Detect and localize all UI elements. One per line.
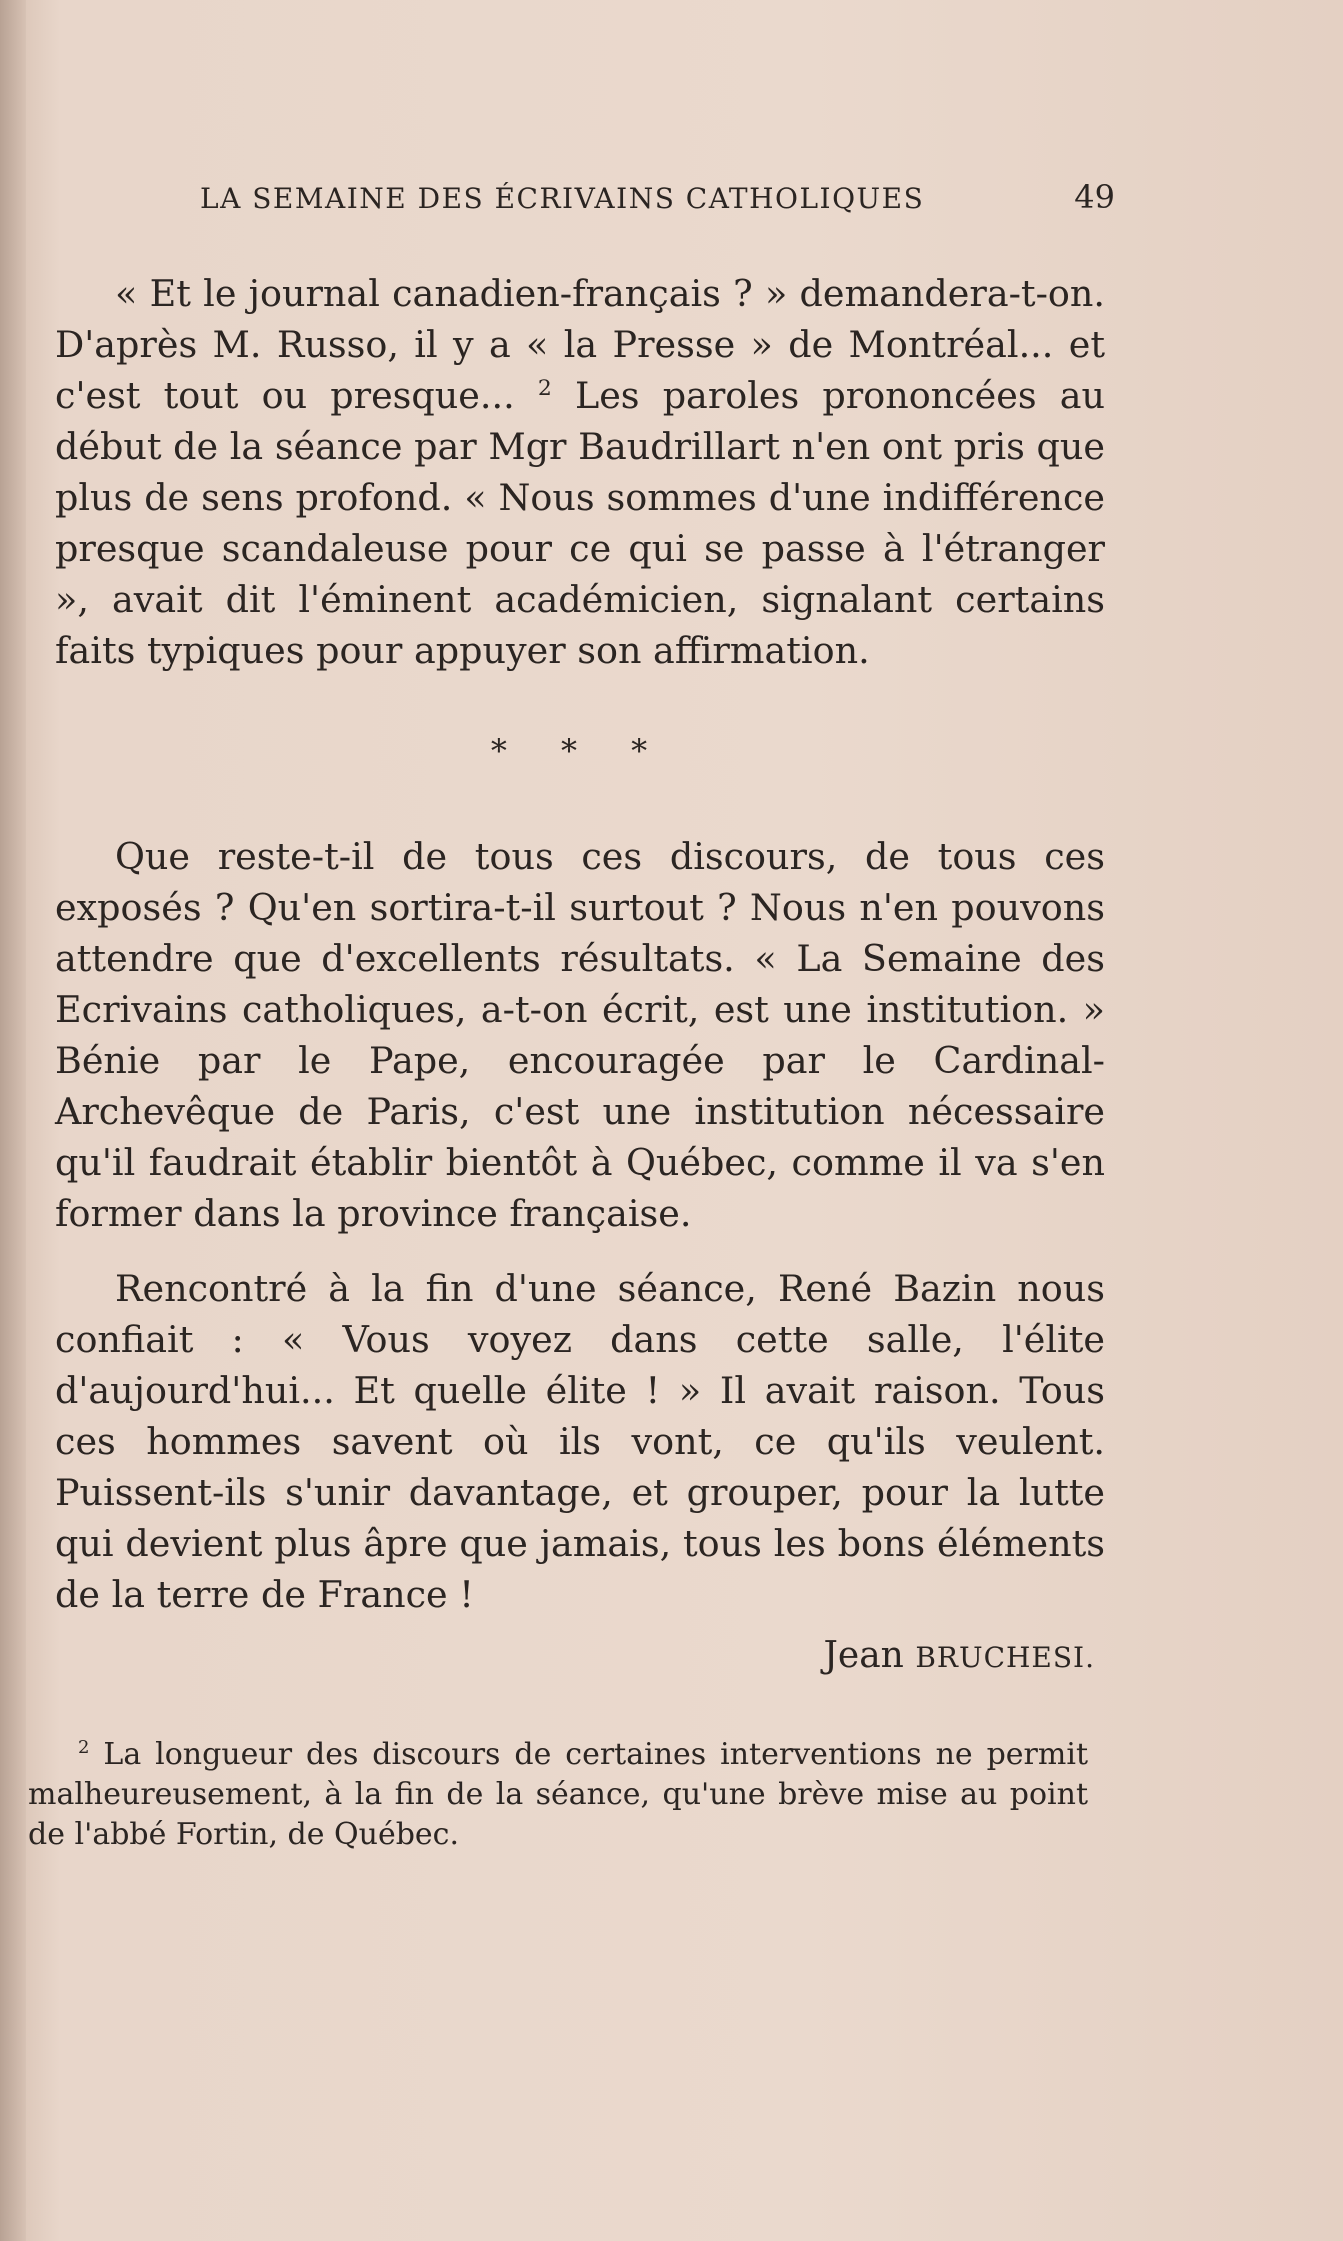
page-gutter [0,0,26,2241]
author-first-name: Jean [823,1635,904,1676]
footnote-mark: 2 [78,1737,90,1758]
paragraph-1-part-b: Les paroles prononcées au début de la séance par Mgr Baudrillart n'en ont pris que plus de sens profond. « Nous sommes d'une indifférence presque scandaleuse pour ce qui se passe à l'étranger », avait dit l'éminent académicien, signalant certains faits typiques pour appuyer son affirmation. [55,374,1105,672]
paragraph-3: Rencontré à la fin d'une séance, René Bazin nous confiait : « Vous voyez dans cette salle, l'élite d'aujourd'hui... Et quelle élite ! » Il avait raison. Tous ces hommes savent où ils vont, ce qu'ils veulent. Puissent-ils s'unir davantage, et grouper, pour la lutte qui devient plus âpre que jamais, tous les bons éléments de la terre de France ! [55,1267,1105,1616]
page-header [200,178,1115,216]
author-signature [55,1630,1105,1683]
author-last-name: BRUCHESI. [915,1641,1095,1674]
running-title: LA SEMAINE DES ÉCRIVAINS CATHOLIQUES [200,182,925,215]
footnote-text: La longueur des discours de certaines interventions ne permit malheureusement, à la fin de la séance, qu'une brève mise au point de l'abbé Fortin, de Québec. [28,1737,1088,1852]
page-number: 49 [1074,178,1115,216]
footnote [28,1735,1088,1855]
section-separator: * * * [490,732,670,770]
paragraph-2: Que reste-t-il de tous ces discours, de tous ces exposés ? Qu'en sortira-t-il surtout ? Nous n'en pouvons attendre que d'excellents résultats. « La Semaine des Ecrivains catholiques, a-t-on écrit, est une institution. » Bénie par le Pape, encouragée par le Cardinal-Archevêque de Paris, c'est une institution nécessaire qu'il faudrait établir bientôt à Québec, comme il va s'en former dans la province française. [55,835,1105,1235]
footnote-ref: 2 [537,375,552,401]
paragraph-1 [55,268,1105,676]
body-text [55,268,1105,1683]
paragraph-1-part-a: « Et le journal canadien-français ? » demandera-t-on. D'après M. Russo, il y a « la Presse » de Montréal... et c'est tout ou presque... [55,272,1105,417]
